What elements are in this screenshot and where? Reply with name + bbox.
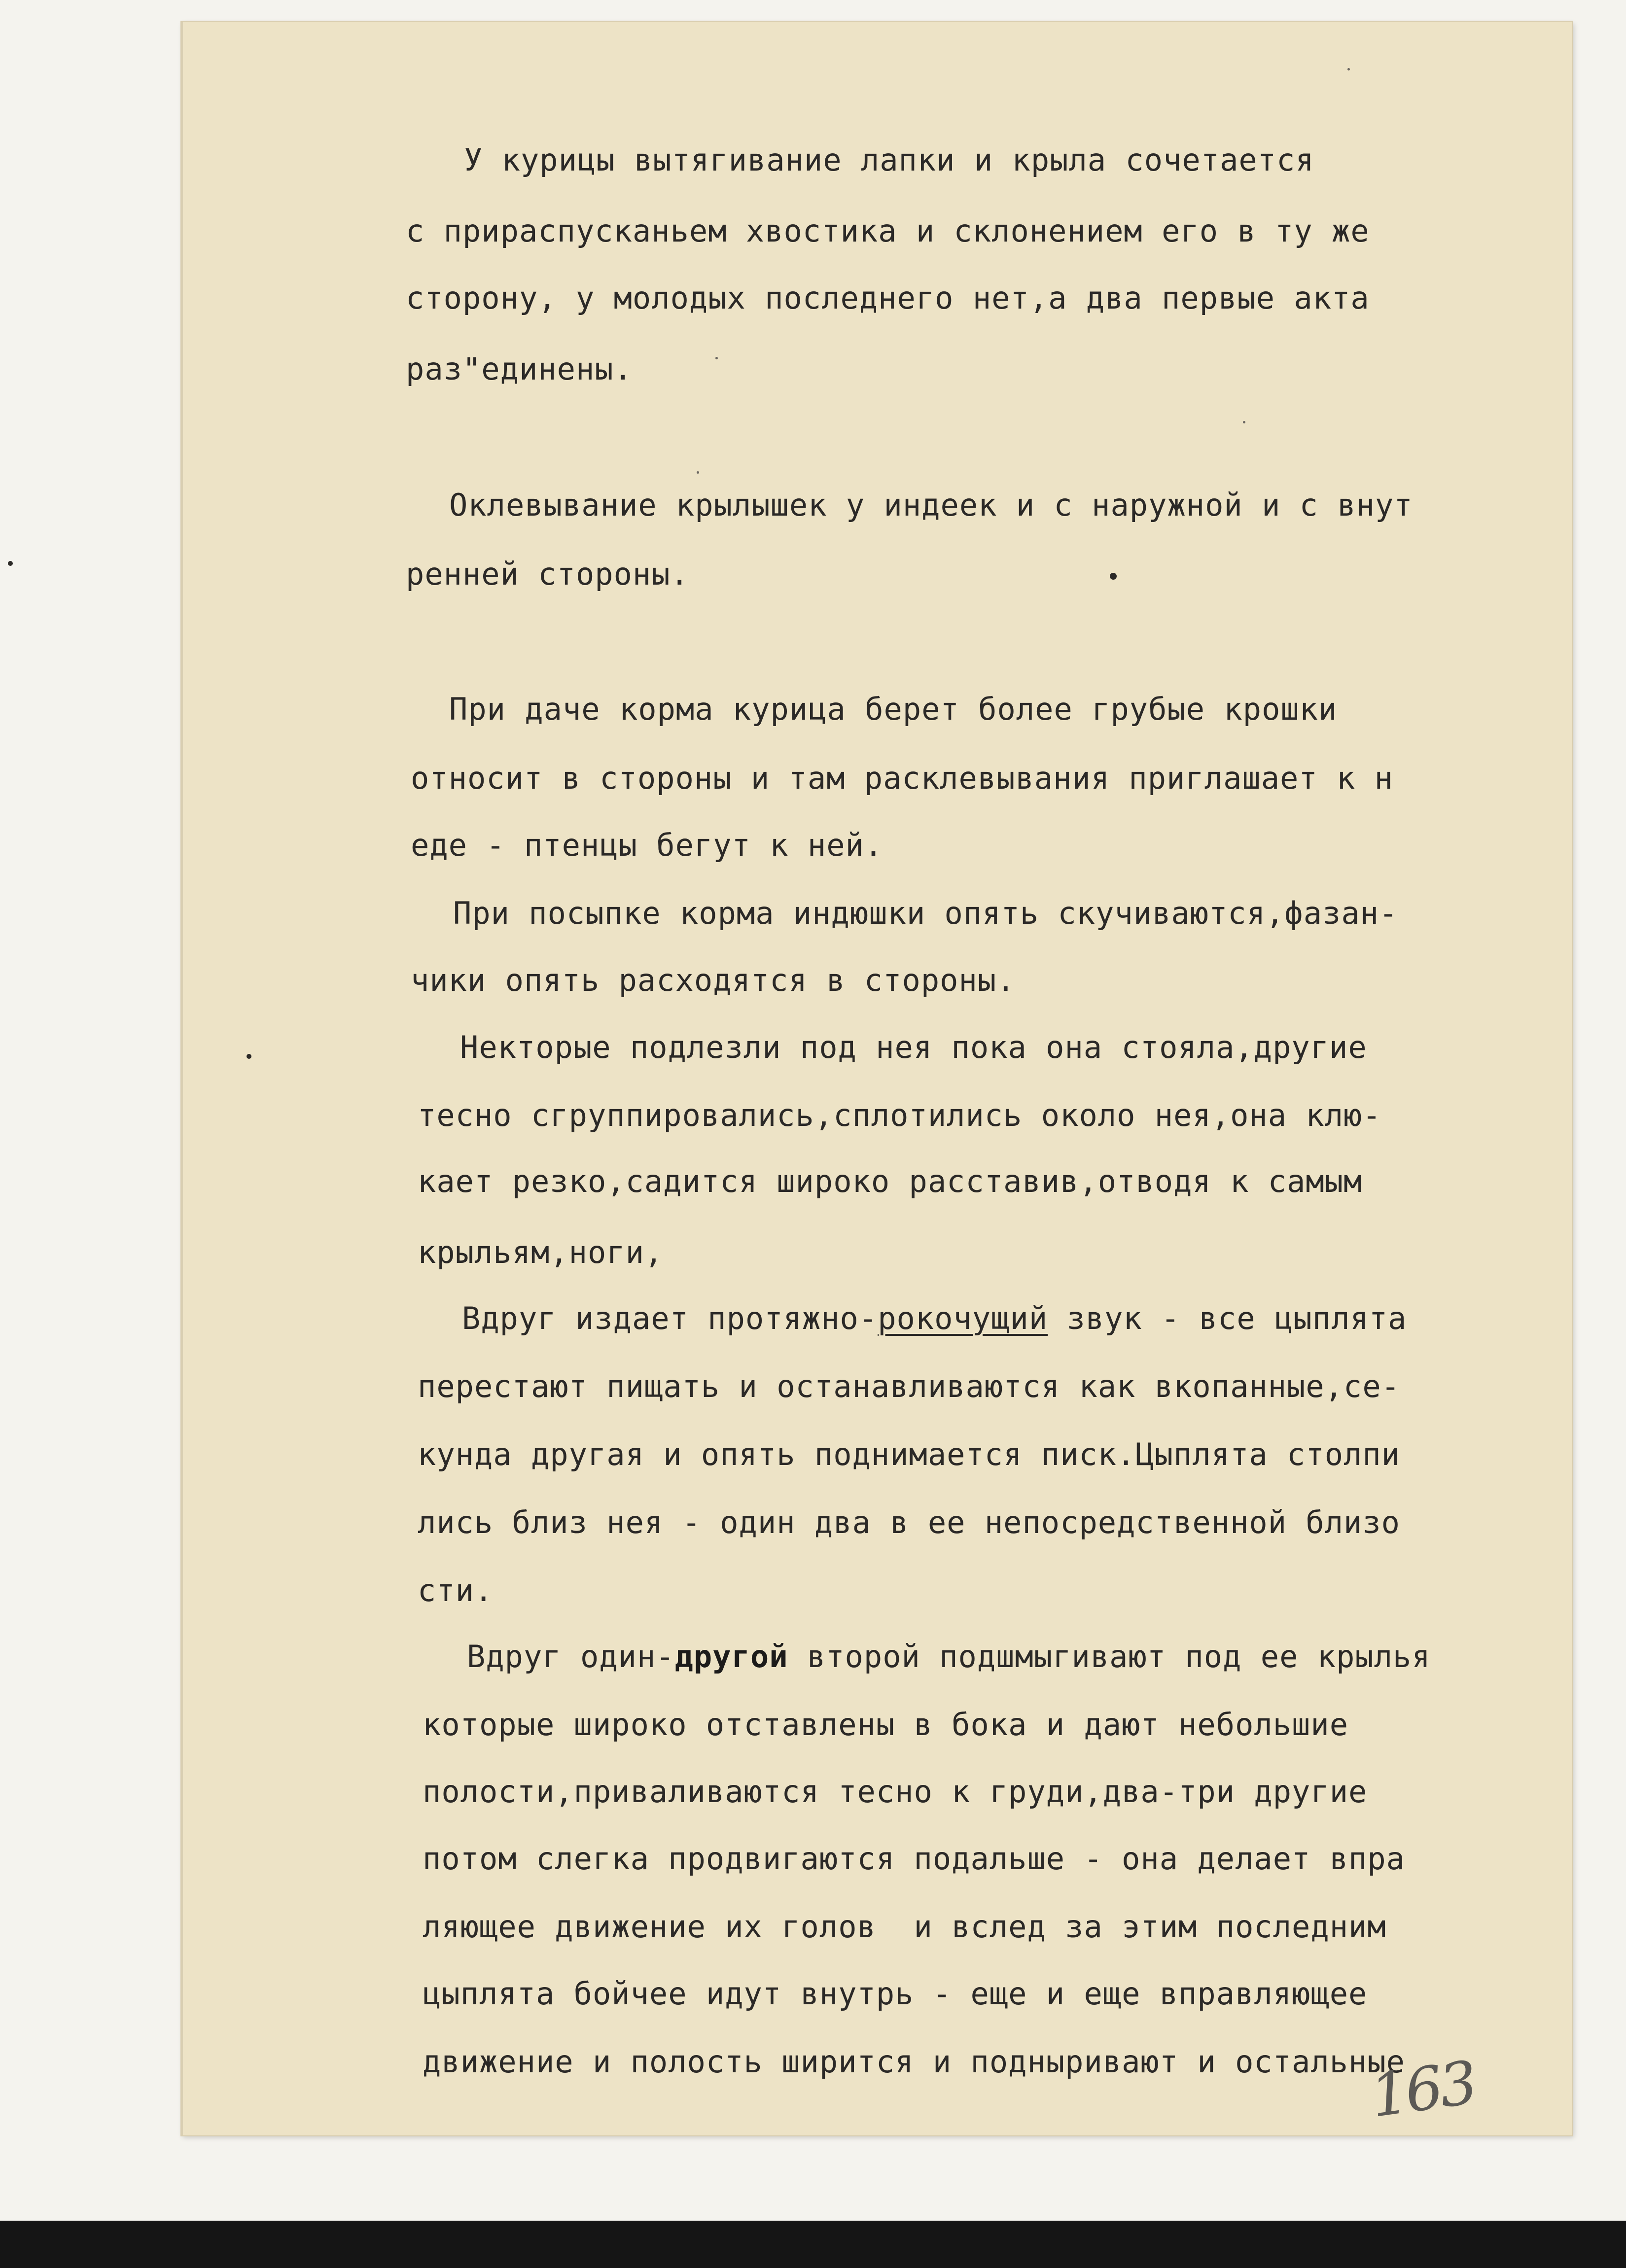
text-line: У курицы вытягивание лапки и крыла сочетается — [464, 142, 1314, 178]
text-line: Некторые подлезли под нея пока она стояла,другие — [460, 1029, 1367, 1065]
text-line: чики опять расходятся в стороны. — [411, 962, 1016, 998]
margin-speck — [8, 561, 13, 566]
text-line: ренней стороны. — [406, 556, 689, 592]
text-segment: Вдруг издает протяжно- — [462, 1300, 878, 1336]
text-line: потом слегка продвигаются подальше - она делает впра — [423, 1841, 1406, 1877]
text-line: еде - птенцы бегут к ней. — [411, 827, 884, 863]
text-line: перестают пищать и останавливаются как вкопанные,се- — [418, 1368, 1401, 1404]
scanner-background-strip — [0, 2221, 1626, 2268]
text-segment: второй подшмыгивают под ее крылья — [788, 1639, 1431, 1675]
text-line: относит в стороны и там расклевывания приглашает к н — [411, 760, 1394, 796]
paper-speck — [1347, 68, 1350, 70]
underlined-word: рокочущий — [878, 1300, 1048, 1336]
paper-speck — [715, 357, 718, 359]
text-segment: Вдруг один- — [467, 1639, 675, 1675]
text-line: Оклевывание крылышек у индеек и с наружной и с внут — [449, 487, 1413, 523]
margin-speck — [247, 1054, 251, 1059]
text-line: лись близ нея - один два в ее непосредственной близо — [418, 1504, 1401, 1540]
text-line: сторону, у молодых последнего нет,а два первые акта — [406, 280, 1370, 316]
typed-page — [181, 22, 1572, 2135]
text-line: кунда другая и опять поднимается писк.Цыплята столпи — [418, 1436, 1401, 1472]
text-line: сти. — [418, 1572, 494, 1608]
text-line: раз"единены. — [406, 351, 633, 387]
text-line: полости,приваливаются тесно к груди,два-три другие — [423, 1774, 1368, 1810]
text-line: ляющее движение их голов и вслед за этим последним — [423, 1909, 1386, 1945]
text-line: цыплята бойчее идут внутрь - еще и еще вправляющее — [423, 1976, 1368, 2012]
text-line: При посыпке корма индюшки опять скучиваются,фазан- — [453, 895, 1398, 931]
text-segment: звук - все цыплята — [1048, 1300, 1407, 1336]
paper-speck — [1243, 421, 1245, 423]
text-line: тесно сгруппировались,сплотились около нея,она клю- — [418, 1097, 1381, 1133]
text-line: крыльям,ноги, — [418, 1234, 664, 1270]
text-line: кает резко,садится широко расставив,отводя к самым — [418, 1163, 1363, 1199]
text-line: движение и полость ширится и подныривают и остальные — [423, 2044, 1406, 2080]
text-line-with-underline — [462, 1301, 1407, 1336]
text-line: которые широко отставлены в бока и дают небольшие — [423, 1707, 1349, 1743]
text-line: с прираспусканьем хвостика и склонением его в ту же — [406, 213, 1370, 249]
text-line-with-overstrike — [467, 1640, 1431, 1674]
overtyped-word: другой — [674, 1639, 788, 1675]
text-line: При даче корма курица берет более грубые крошки — [449, 691, 1338, 727]
handwritten-page-number: 163 — [1366, 2048, 1479, 2131]
ink-dot — [1110, 573, 1117, 580]
paper-speck — [697, 471, 699, 474]
